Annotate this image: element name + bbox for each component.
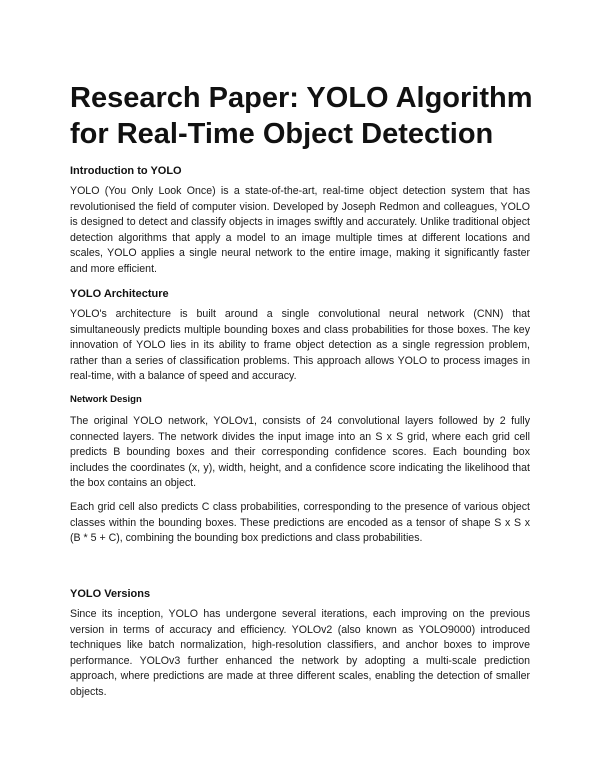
network-design-paragraph-2: Each grid cell also predicts C class probabilities, corresponding to the presence of various object classes within the bounding boxes. These predictions are encoded as a tensor of shape S x S x (B * 5 + C), combining the bounding box predictions and class probabilities. xyxy=(70,501,530,545)
architecture-heading: YOLO Architecture xyxy=(70,288,169,300)
intro-heading: Introduction to YOLO xyxy=(70,165,182,177)
page-title: Research Paper: YOLO Algorithm for Real-Time Object Detection xyxy=(70,82,533,150)
versions-paragraph: Since its inception, YOLO has undergone several iterations, each improving on the previous version in terms of accuracy and efficiency. YOLOv2 (also known as YOLO9000) introduced techniques like batch normalization, high-resolution classifiers, and anchor boxes to improve performance. YOLOv3 further enhanced the network by adopting a multi-scale prediction approach, where predictions are made at three different scales, enabling the detection of smaller objects. xyxy=(70,608,530,698)
architecture-paragraph: YOLO's architecture is built around a single convolutional neural network (CNN) that simultaneously predicts multiple bounding boxes and class probabilities for those boxes. The key innovation of YOLO lies in its ability to frame object detection as a single regression problem, rather than a series of classification problems. This approach allows YOLO to process images in real-time, with a balance of speed and accuracy. xyxy=(70,308,530,383)
network-design-heading: Network Design xyxy=(70,394,142,405)
intro-paragraph: YOLO (You Only Look Once) is a state-of-the-art, real-time object detection system that has revolutionised the field of computer vision. Developed by Joseph Redmon and colleagues, YOLO is designed to detect and classify objects in images swiftly and accurately. Unlike traditional object detection algorithms that apply a model to an image multiple times at different locations and scales, YOLO applies a single neural network to the entire image, making it significantly faster and more efficient. xyxy=(70,185,530,275)
network-design-paragraph-1: The original YOLO network, YOLOv1, consists of 24 convolutional layers followed by 2 fully connected layers. The network divides the input image into an S x S grid, where each grid cell predicts B bounding boxes and their corresponding confidence scores. Each bounding box includes the coordinates (x, y), width, height, and a confidence score indicating the likelihood that the box contains an object. xyxy=(70,415,530,490)
versions-heading: YOLO Versions xyxy=(70,588,151,600)
